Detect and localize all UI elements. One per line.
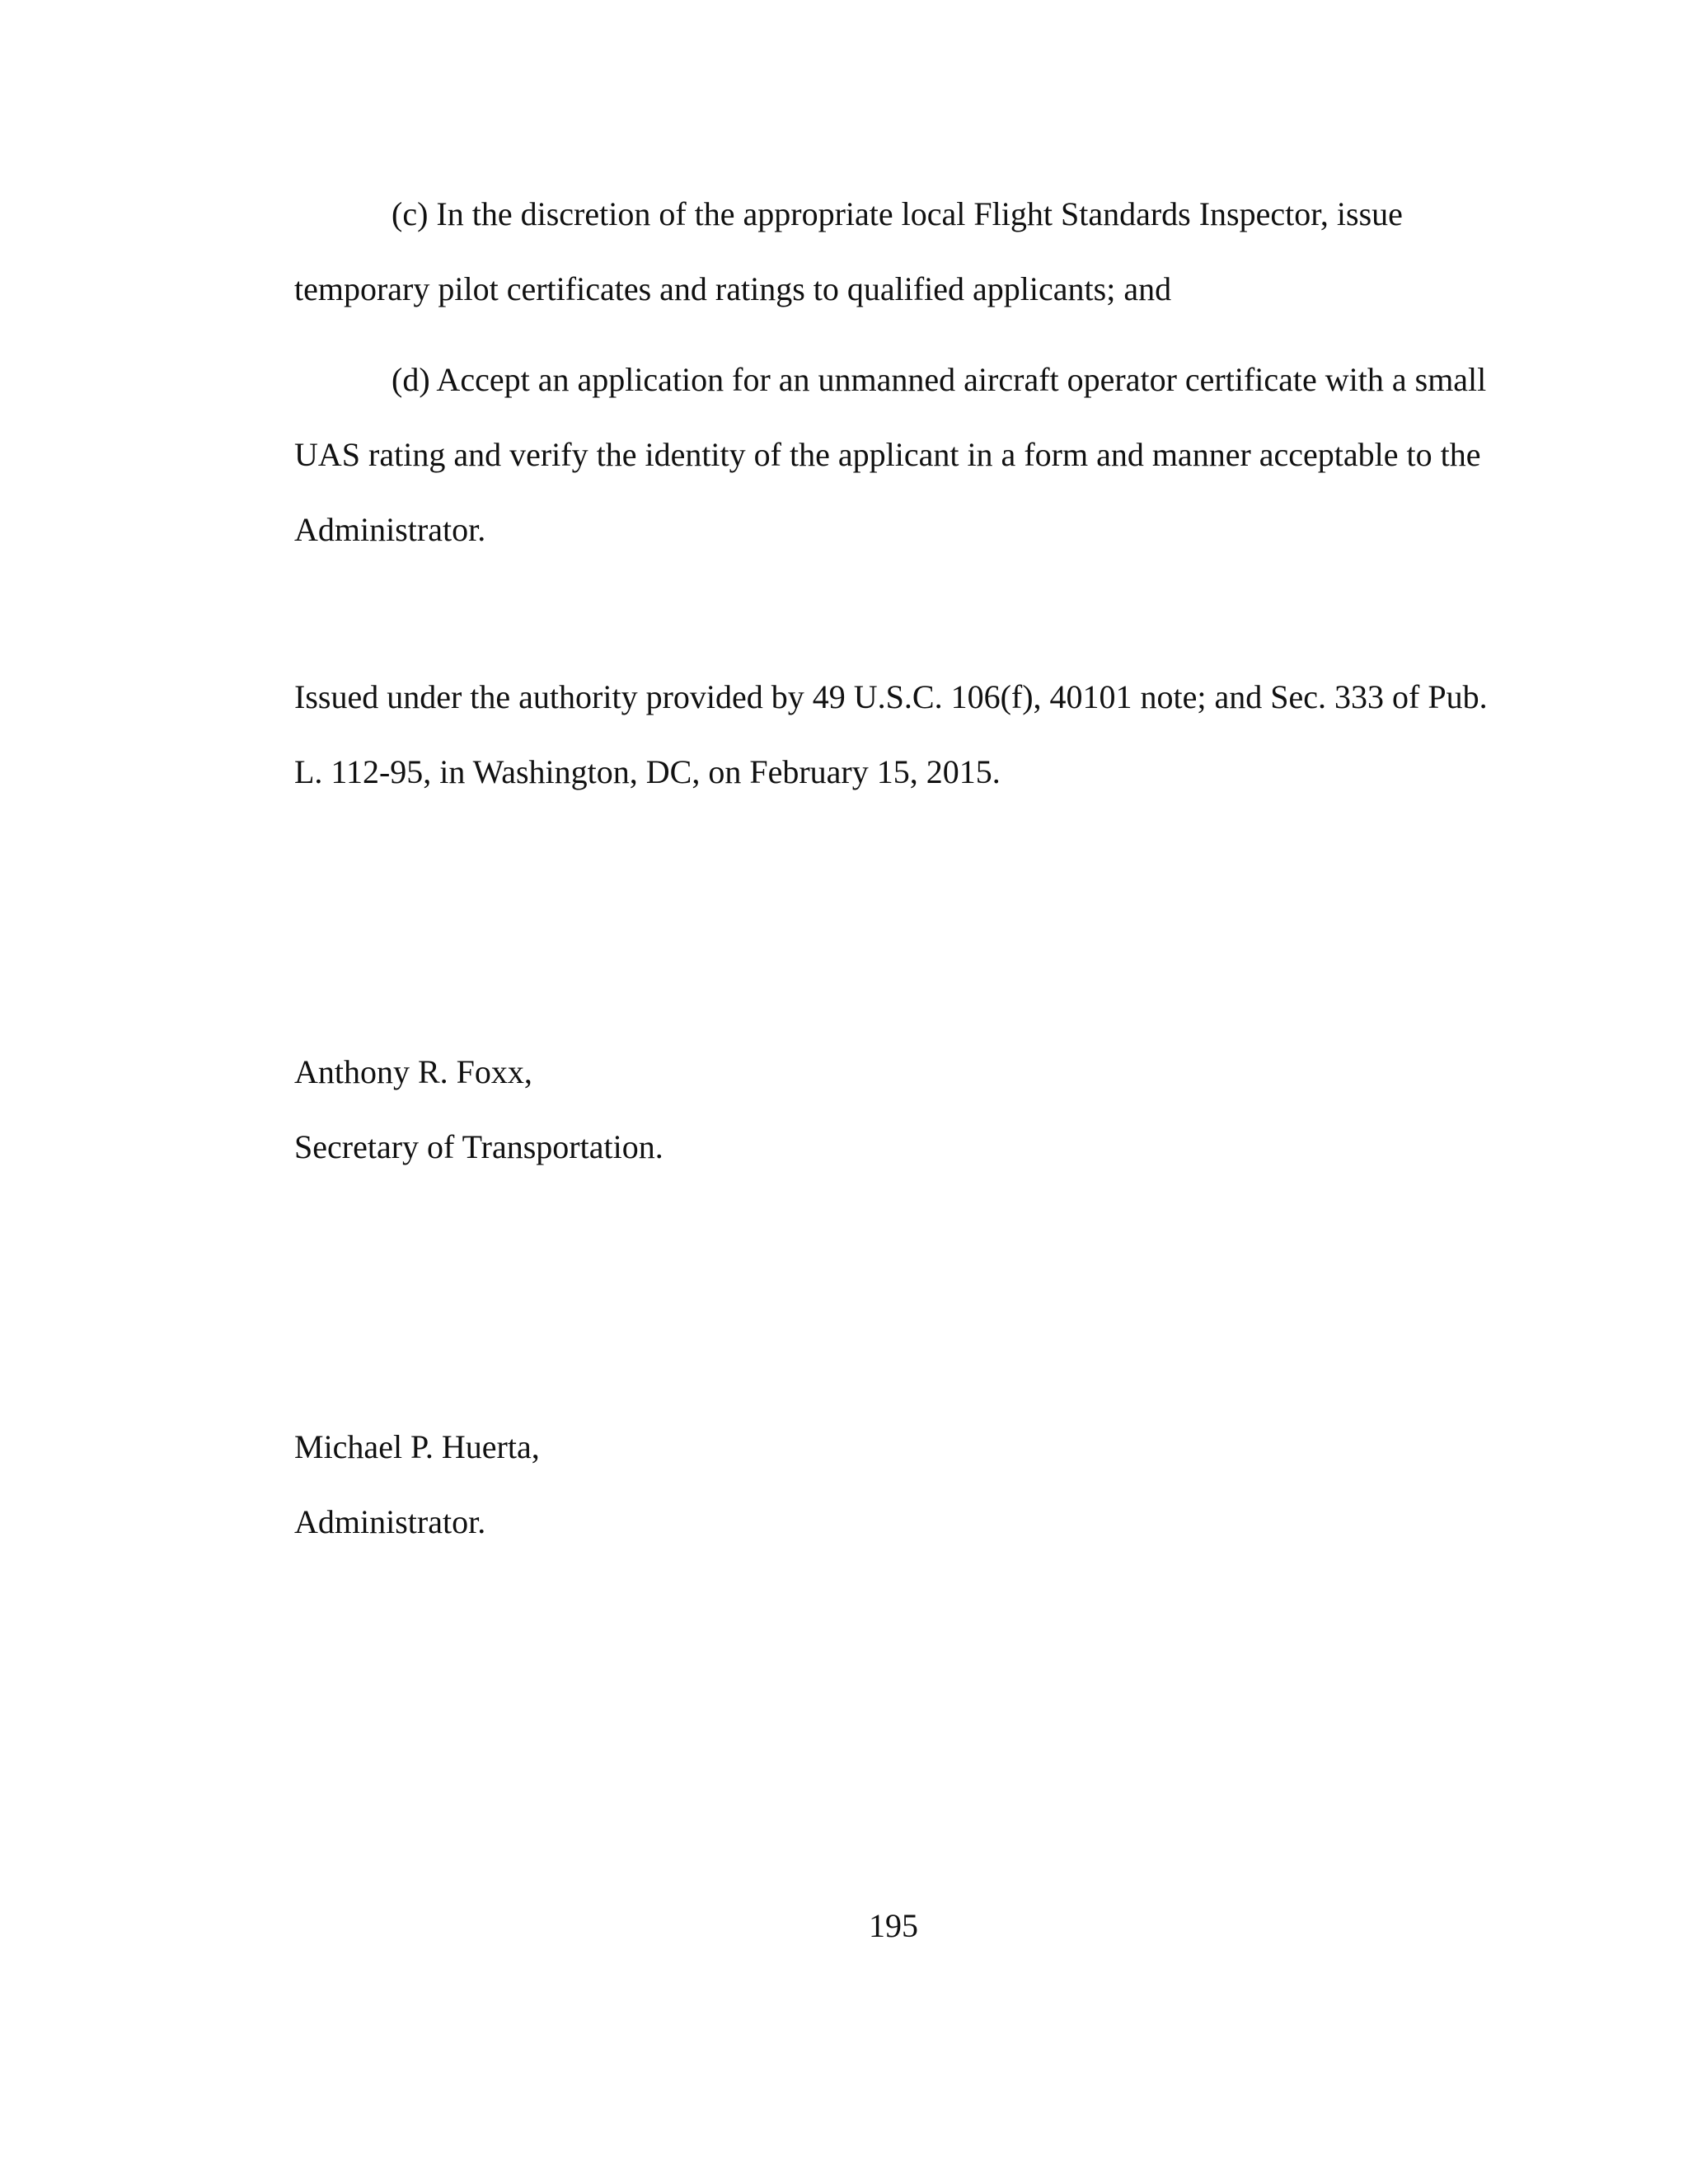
paragraph-d-line-1: (d) Accept an application for an unmanned aircraft operator certificate with a small <box>392 361 1487 398</box>
paragraph-d-line-3: Administrator. <box>294 511 486 548</box>
page-number: 195 <box>869 1907 918 1944</box>
signatory-name: Anthony R. Foxx, <box>294 1053 532 1090</box>
issued-statement-line-2: L. 112-95, in Washington, DC, on February 15, 2015. <box>294 753 1001 790</box>
issued-statement-line-1: Issued under the authority provided by 49 U.S.C. 106(f), 40101 note; and Sec. 333 of Pub. <box>294 678 1488 715</box>
signatory-name: Michael P. Huerta, <box>294 1428 540 1465</box>
paragraph-d-line-2: UAS rating and verify the identity of the applicant in a form and manner acceptable to the <box>294 436 1481 473</box>
paragraph-c-line-2: temporary pilot certificates and ratings to qualified applicants; and <box>294 270 1172 307</box>
signatory-title: Administrator. <box>294 1503 486 1540</box>
signatory-title: Secretary of Transportation. <box>294 1128 663 1165</box>
paragraph-c-line-1: (c) In the discretion of the appropriate local Flight Standards Inspector, issue <box>392 195 1403 232</box>
